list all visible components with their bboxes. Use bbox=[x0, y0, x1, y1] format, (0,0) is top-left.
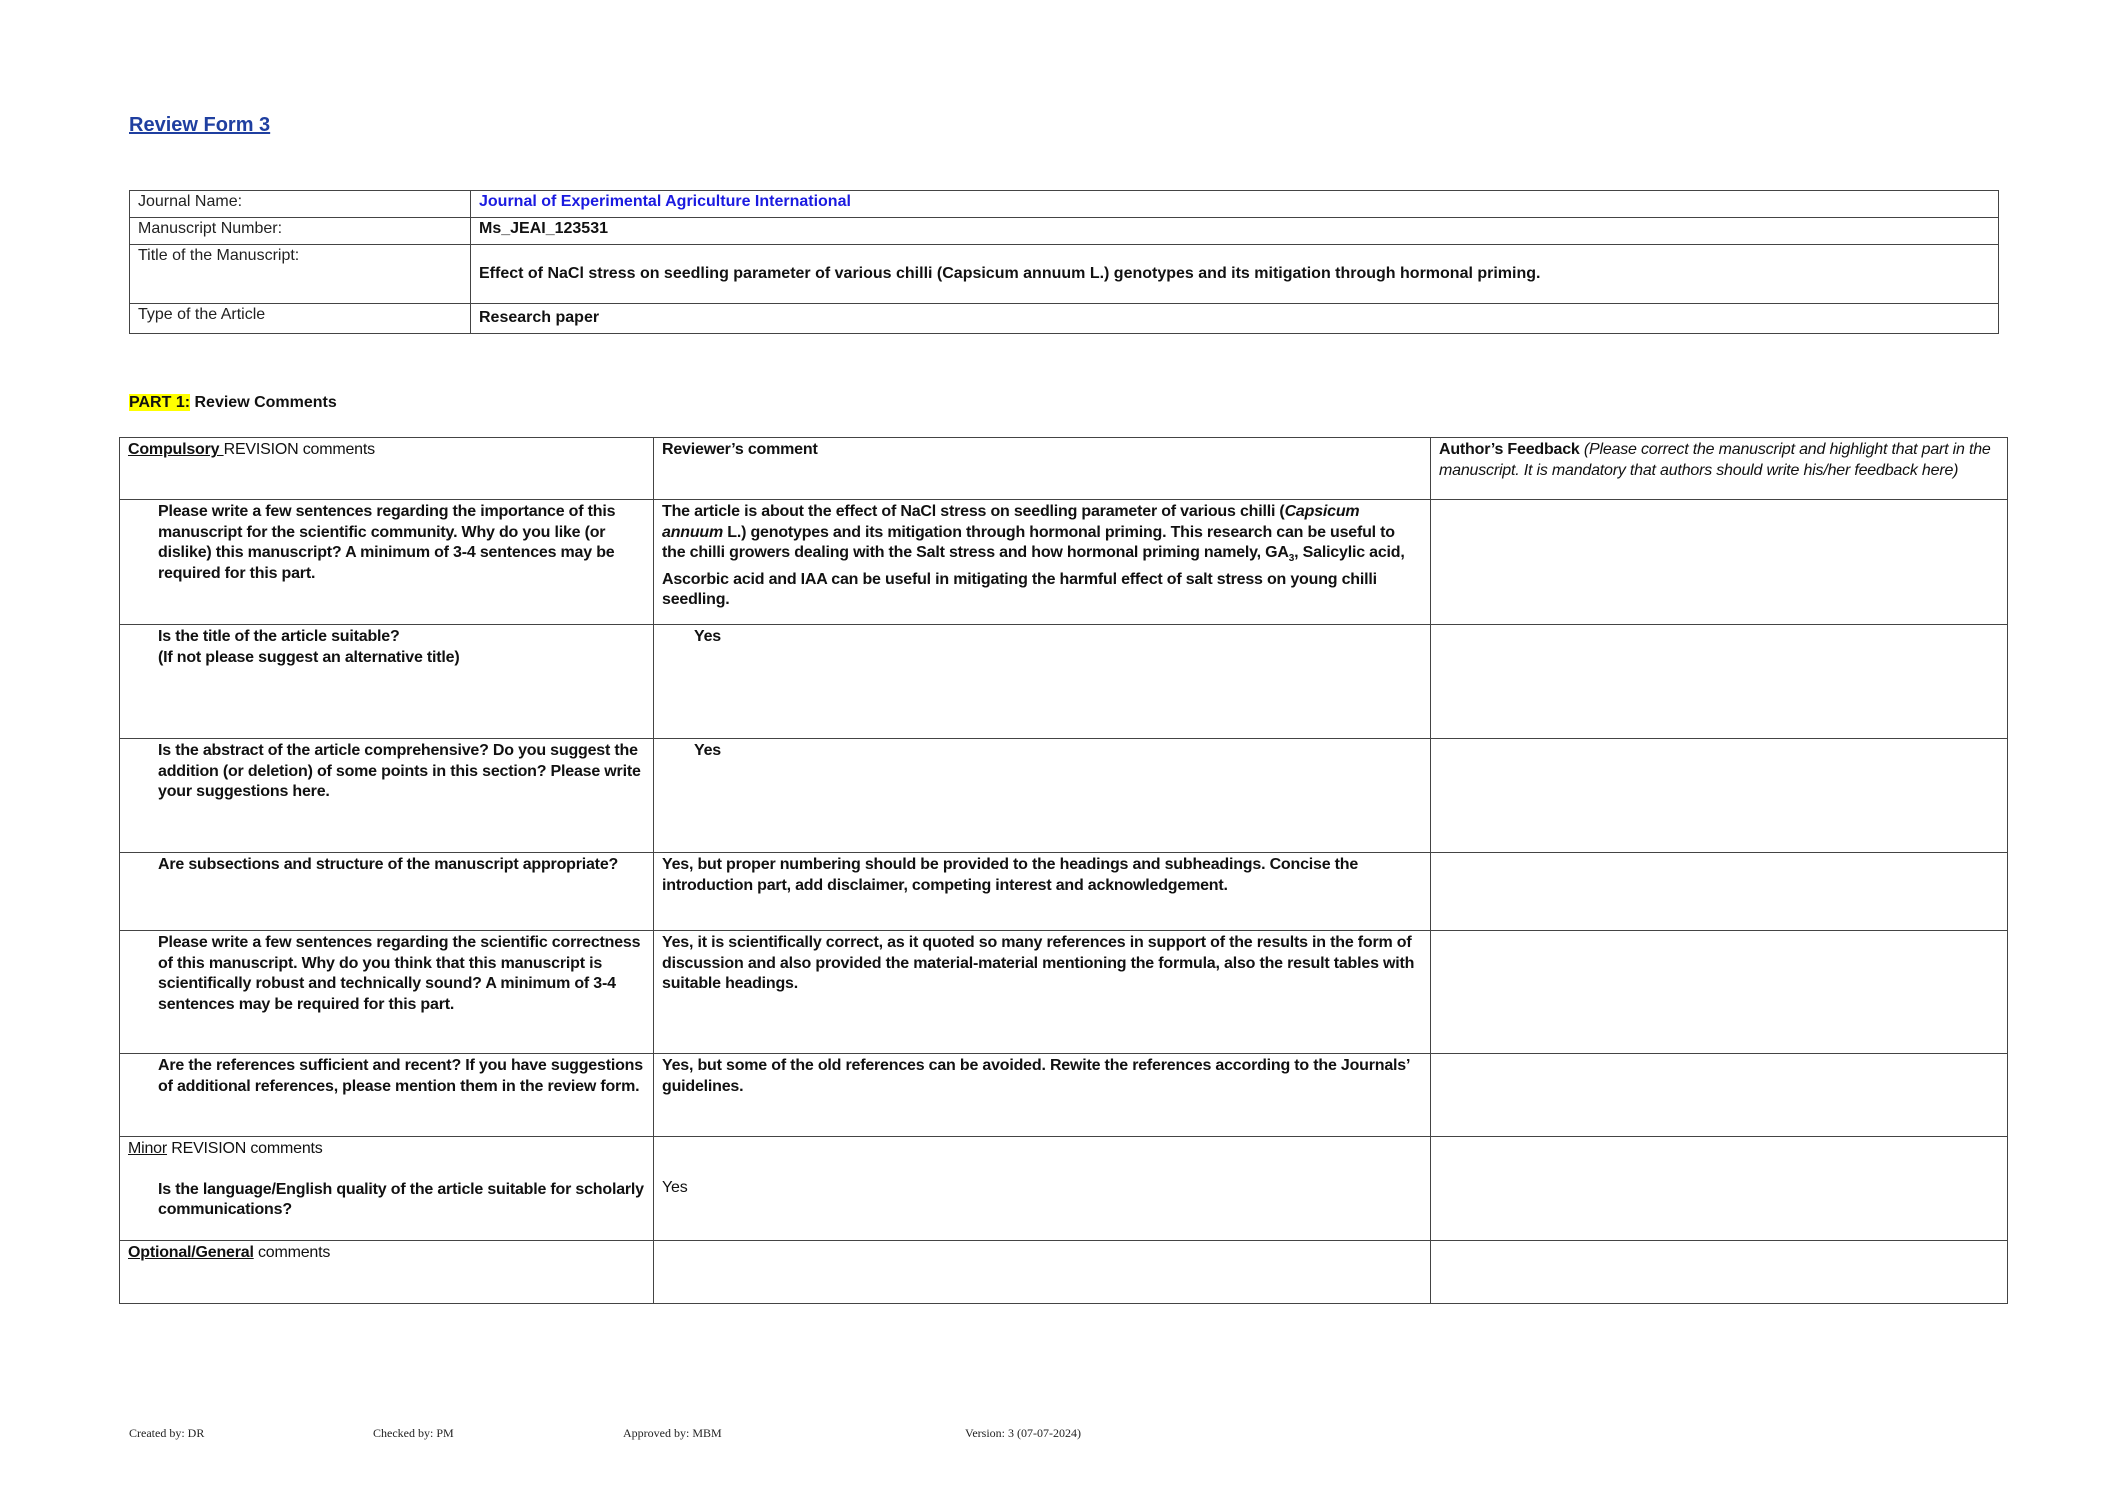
header-reviewer-comment: Reviewer’s comment bbox=[654, 438, 1431, 500]
question: Are the references sufficient and recent? If you have suggestions of additional references, please mention them in the review form. bbox=[158, 1057, 643, 1095]
article-type-row bbox=[130, 304, 1999, 334]
reviewer-answer: Yes, it is scientifically correct, as it quoted so many references in support of the results in the form of discussion and also provided the material-material mentioning the formula, also the result tables with suitable headings. bbox=[654, 931, 1431, 1054]
header-row bbox=[120, 438, 2008, 500]
author-feedback-note: (Please correct the manuscript and highlight that part in the manuscript. It is mandatory that authors should write his/her feedback here) bbox=[1439, 441, 1991, 479]
part1-prefix: PART 1: bbox=[129, 394, 191, 411]
header-author-feedback bbox=[1431, 438, 2008, 500]
minor-label: Minor bbox=[128, 1140, 168, 1157]
manuscript-number-row bbox=[130, 218, 1999, 245]
reviewer-answer: Yes bbox=[654, 1137, 1431, 1241]
manuscript-title-row bbox=[130, 245, 1999, 304]
table-row bbox=[120, 1054, 2008, 1137]
revision-comments-label: REVISION comments bbox=[223, 441, 375, 458]
reviewer-answer: The article is about the effect of NaCl stress on seedling parameter of various chilli (Capsicum annuum L.) genotypes and its mitigation through hormonal priming. This research can be useful to the chilli growers dealing with the Salt stress and how hormonal priming namely, $GA_3$, Salicylic acid, Ascorbic acid and IAA can be useful in mitigating the harmful effect of salt stress on young chilli seedling. bbox=[654, 500, 1431, 625]
table-row bbox=[120, 625, 2008, 739]
author-feedback-cell[interactable] bbox=[1431, 1241, 2008, 1304]
optional-general-label: Optional/General bbox=[128, 1244, 254, 1261]
minor-revision-row bbox=[120, 1137, 2008, 1241]
reviewer-answer: Yes, but proper numbering should be provided to the headings and subheadings. Concise the introduction part, add disclaimer, competing interest and acknowledgement. bbox=[654, 853, 1431, 931]
manuscript-title-value: Effect of NaCl stress on seedling parameter of various chilli (Capsicum annuum L.) genotypes and its mitigation through hormonal priming. bbox=[471, 245, 1999, 304]
author-feedback-cell[interactable] bbox=[1431, 625, 2008, 739]
question: Is the abstract of the article comprehensive? Do you suggest the addition (or deletion) of some points in this section? Please write your suggestions here. bbox=[158, 742, 641, 800]
question: Please write a few sentences regarding the scientific correctness of this manuscript. Why do you think that this manuscript is scientifically robust and technically sound? A minimum of 3-4 sentences may be required for this part. bbox=[158, 934, 641, 1013]
reviewer-answer: Yes bbox=[694, 742, 721, 759]
reviewer-answer: Yes, but some of the old references can be avoided. Rewite the references according to the Journals’ guidelines. bbox=[654, 1054, 1431, 1137]
part1-heading bbox=[129, 394, 337, 412]
header-compulsory bbox=[120, 438, 654, 500]
journal-label: Journal Name: bbox=[130, 191, 471, 218]
optional-comments-row bbox=[120, 1241, 2008, 1304]
table-row bbox=[120, 500, 2008, 625]
footer-version: Version: 3 (07-07-2024) bbox=[965, 1426, 1081, 1440]
question: Is the title of the article suitable? (If not please suggest an alternative title) bbox=[158, 628, 460, 666]
table-row bbox=[120, 739, 2008, 853]
question: Is the language/English quality of the article suitable for scholarly communications? bbox=[158, 1180, 644, 1218]
manuscript-title-label: Title of the Manuscript: bbox=[130, 245, 471, 304]
author-feedback-cell[interactable] bbox=[1431, 853, 2008, 931]
author-feedback-cell[interactable] bbox=[1431, 1054, 2008, 1137]
part1-label: Review Comments bbox=[190, 394, 337, 411]
footer-approved-by: Approved by: MBM bbox=[623, 1426, 722, 1440]
journal-row bbox=[130, 191, 1999, 218]
author-feedback-cell[interactable] bbox=[1431, 1137, 2008, 1241]
form-title: Review Form 3 bbox=[129, 114, 271, 136]
table-row bbox=[120, 853, 2008, 931]
manuscript-number-label: Manuscript Number: bbox=[130, 218, 471, 245]
author-feedback-cell[interactable] bbox=[1431, 500, 2008, 625]
reviewer-answer: Yes bbox=[694, 628, 721, 645]
journal-value: Journal of Experimental Agriculture International bbox=[471, 191, 1999, 218]
review-comments-table bbox=[119, 437, 2008, 1304]
reviewer-answer[interactable] bbox=[654, 1241, 1431, 1304]
question: Are subsections and structure of the manuscript appropriate? bbox=[158, 856, 619, 873]
author-feedback-cell[interactable] bbox=[1431, 931, 2008, 1054]
table-row bbox=[120, 931, 2008, 1054]
manuscript-info-table bbox=[129, 190, 1999, 334]
footer-created-by: Created by: DR bbox=[129, 1426, 205, 1440]
article-type-label: Type of the Article bbox=[130, 304, 471, 334]
article-type-value: Research paper bbox=[471, 304, 1999, 334]
manuscript-number-value: Ms_JEAI_123531 bbox=[471, 218, 1999, 245]
question: Please write a few sentences regarding the importance of this manuscript for the scientific community. Why do you like (or dislike) this manuscript? A minimum of 3-4 sentences may be required for this part. bbox=[158, 503, 616, 582]
minor-revision-label: REVISION comments bbox=[167, 1140, 323, 1157]
comments-label: comments bbox=[253, 1244, 331, 1261]
author-feedback-label: Author’s Feedback bbox=[1439, 441, 1580, 458]
compulsory-label: Compulsory bbox=[128, 441, 224, 458]
footer-checked-by: Checked by: PM bbox=[373, 1426, 454, 1440]
author-feedback-cell[interactable] bbox=[1431, 739, 2008, 853]
